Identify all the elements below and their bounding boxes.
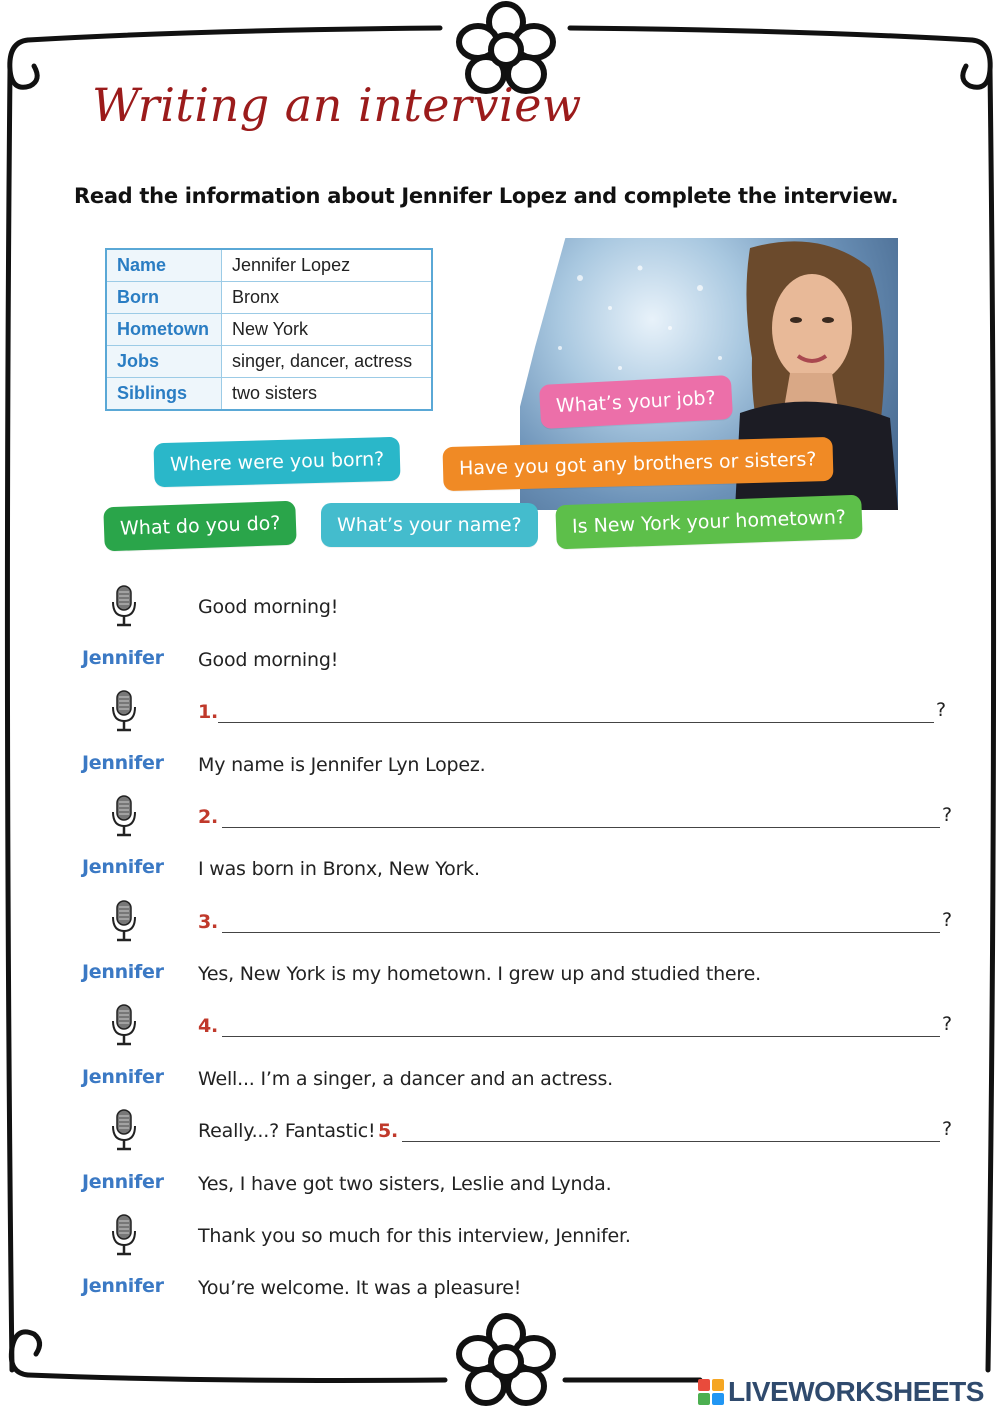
microphone-icon [110, 794, 138, 838]
table-key: Siblings [106, 378, 222, 411]
dialogue-row [0, 1062, 1000, 1102]
jennifer-line: Yes, I have got two sisters, Leslie and Lynda. [198, 1173, 612, 1195]
dialogue-row [0, 1167, 1000, 1207]
microphone-icon [110, 1003, 138, 1047]
bubble-is-new-york-your-hometown[interactable]: Is New York your hometown? [555, 495, 862, 550]
logo-text: LIVEWORKSHEETS [728, 1376, 984, 1407]
speaker-name: Jennifer [82, 647, 164, 669]
microphone-icon [110, 584, 138, 628]
liveworksheets-logo[interactable] [698, 1376, 984, 1408]
question-number: 2. [198, 806, 219, 828]
question-number: 3. [198, 911, 219, 933]
table-row [106, 282, 432, 314]
dialogue-row [0, 590, 1000, 630]
bubble-brothers-or-sisters[interactable]: Have you got any brothers or sisters? [442, 437, 833, 491]
table-key: Name [106, 249, 222, 282]
bubble-whats-your-name[interactable]: What’s your name? [321, 503, 538, 547]
microphone-icon [110, 899, 138, 943]
question-mark: ? [942, 1118, 953, 1140]
answer-blank-1[interactable] [218, 722, 934, 723]
table-key: Hometown [106, 314, 222, 346]
instruction-text: Read the information about Jennifer Lopez and complete the interview. [74, 184, 899, 208]
jennifer-line: Yes, New York is my hometown. I grew up and studied there. [198, 963, 761, 985]
speaker-name: Jennifer [82, 1275, 164, 1297]
table-value: singer, dancer, actress [222, 346, 433, 378]
microphone-icon [110, 689, 138, 733]
dialogue-row [0, 800, 1000, 840]
table-key: Jobs [106, 346, 222, 378]
table-key: Born [106, 282, 222, 314]
dialogue-row [0, 1271, 1000, 1311]
question-number: 5. [378, 1120, 399, 1142]
question-mark: ? [936, 699, 947, 721]
bubble-where-were-you-born[interactable]: Where were you born? [153, 437, 400, 487]
question-mark: ? [942, 804, 953, 826]
dialogue-row [0, 748, 1000, 788]
bubble-what-do-you-do[interactable]: What do you do? [103, 501, 297, 552]
speaker-name: Jennifer [82, 1171, 164, 1193]
microphone-icon [110, 1213, 138, 1257]
jennifer-line: I was born in Bronx, New York. [198, 858, 480, 880]
microphone-icon [110, 1108, 138, 1152]
dialogue-row [0, 1114, 1000, 1154]
dialogue-row [0, 1219, 1000, 1259]
table-value: two sisters [222, 378, 433, 411]
liveworksheets-logo-icon [698, 1379, 724, 1405]
info-table [105, 248, 433, 411]
table-value: Bronx [222, 282, 433, 314]
question-mark: ? [942, 1013, 953, 1035]
question-number: 4. [198, 1015, 219, 1037]
speaker-name: Jennifer [82, 1066, 164, 1088]
dialogue-row [0, 905, 1000, 945]
page-title: Writing an interview [92, 78, 582, 132]
question-number: 1. [198, 701, 219, 723]
table-value: New York [222, 314, 433, 346]
dialogue-row [0, 695, 1000, 735]
speaker-name: Jennifer [82, 856, 164, 878]
interviewer-line: Really...? Fantastic! [198, 1120, 376, 1142]
table-row [106, 249, 432, 282]
dialogue-row [0, 957, 1000, 997]
flower-ornament-icon [450, 1312, 562, 1412]
question-mark: ? [942, 909, 953, 931]
speaker-name: Jennifer [82, 961, 164, 983]
dialogue-row [0, 1009, 1000, 1049]
jennifer-line: Good morning! [198, 649, 339, 671]
answer-blank-5[interactable] [402, 1141, 940, 1142]
table-value: Jennifer Lopez [222, 249, 433, 282]
jennifer-line: You’re welcome. It was a pleasure! [198, 1277, 522, 1299]
interviewer-line: Thank you so much for this interview, Jennifer. [198, 1225, 631, 1247]
answer-blank-3[interactable] [222, 932, 940, 933]
answer-blank-4[interactable] [222, 1036, 940, 1037]
interviewer-line: Good morning! [198, 596, 339, 618]
table-row [106, 314, 432, 346]
jennifer-line: Well... I’m a singer, a dancer and an actress. [198, 1068, 613, 1090]
bubble-whats-your-job[interactable]: What’s your job? [539, 375, 733, 429]
table-row [106, 378, 432, 411]
table-row [106, 346, 432, 378]
dialogue-row [0, 643, 1000, 683]
dialogue-row [0, 852, 1000, 892]
jennifer-line: My name is Jennifer Lyn Lopez. [198, 754, 486, 776]
speaker-name: Jennifer [82, 752, 164, 774]
answer-blank-2[interactable] [222, 827, 940, 828]
